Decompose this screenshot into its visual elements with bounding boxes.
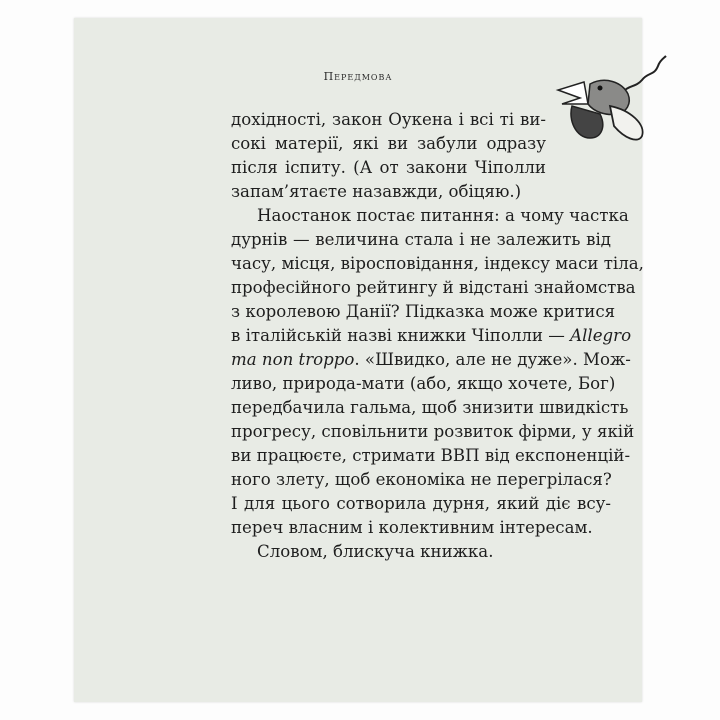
text-line: І для цього сотворила дурня, який діє всу-	[231, 494, 611, 513]
text-line: сокі матерії, які ви забули одразу	[231, 134, 546, 153]
running-header: Передмова	[323, 70, 393, 83]
text-line: професійного рейтингу й відстані знайомства	[231, 278, 636, 297]
text-line: дохідності, закон Оукена і всі ті ви-	[231, 110, 546, 129]
text-line: Словом, блискуча книжка.	[257, 542, 494, 561]
book-page	[74, 18, 642, 702]
text-line: після іспиту. (А от закони Чіполли	[231, 158, 546, 177]
text-line: з королевою Данії? Підказка може критися	[231, 302, 616, 321]
body-text	[231, 108, 644, 564]
text-line: передбачила гальма, щоб знизити швидкість	[231, 398, 629, 417]
text-segment: . «Швидко, але не дуже». Мож-	[354, 350, 631, 369]
text-line: Наостанок постає питання: а чому частка	[257, 206, 629, 225]
text-line: дурнів — величина стала і не залежить від	[231, 230, 611, 249]
text-line: часу, місця, віросповідання, індексу маси тіла,	[231, 254, 644, 273]
text-line	[231, 348, 631, 372]
text-line: переч власним і колективним інтересам.	[231, 518, 593, 537]
text-line: запам’ятаєте назавжди, обіцяю.)	[231, 182, 522, 201]
text-line: ного злету, щоб економіка не перегрілася?	[231, 470, 612, 489]
text-segment: в італійській назві книжки Чіполли —	[231, 326, 571, 345]
text-line: ви працюєте, стримати ВВП від експоненцій-	[231, 446, 631, 465]
italic-title: Allegro	[570, 326, 632, 345]
text-line: ливо, природа-мати (або, якщо хочете, Бог)	[231, 374, 616, 393]
italic-title: ma non troppo	[231, 350, 355, 369]
text-line: прогресу, сповільнити розвиток фірми, у якій	[231, 422, 635, 441]
text-line	[231, 324, 632, 348]
